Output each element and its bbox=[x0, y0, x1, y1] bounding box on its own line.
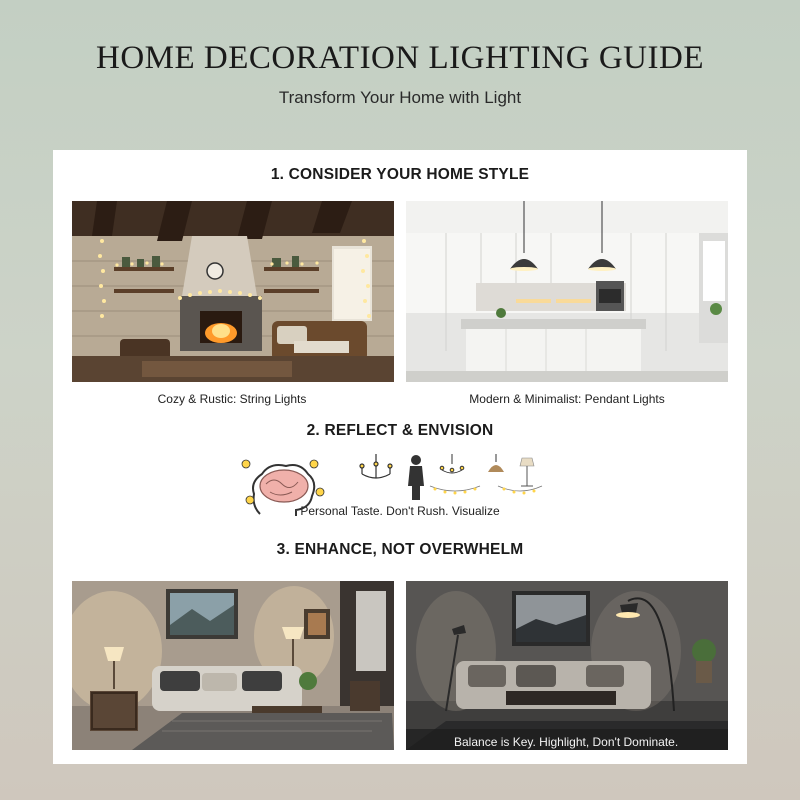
caption-modern-minimalist: Modern & Minimalist: Pendant Lights bbox=[469, 392, 665, 406]
string-lights-icon bbox=[430, 486, 542, 495]
page-title: HOME DECORATION LIGHTING GUIDE bbox=[95, 40, 704, 76]
section-heading-home-style: 1. CONSIDER YOUR HOME STYLE bbox=[270, 166, 530, 183]
page-subtitle: Transform Your Home with Light bbox=[278, 88, 522, 107]
pendant-lamp-icon bbox=[488, 454, 504, 472]
caption-cozy-rustic: Cozy & Rustic: String Lights bbox=[157, 392, 307, 406]
photo-modern-minimalist-kitchen bbox=[406, 201, 728, 382]
chandelier-icon bbox=[440, 454, 464, 473]
caption-reflect: Personal Taste. Don't Rush. Visualize bbox=[300, 504, 500, 518]
photo-cozy-rustic-room bbox=[72, 201, 394, 382]
floor-lamp-icon bbox=[520, 458, 534, 486]
brain-icon bbox=[253, 465, 314, 516]
reflect-icons bbox=[230, 452, 575, 518]
chandelier-icon bbox=[360, 454, 392, 478]
person-silhouette-icon bbox=[408, 455, 424, 500]
caption-balance: Balance is Key. Highlight, Don't Dominate. bbox=[454, 735, 679, 749]
section-heading-reflect: 2. REFLECT & ENVISION bbox=[306, 422, 494, 439]
section-heading-enhance: 3. ENHANCE, NOT OVERWHELM bbox=[276, 541, 524, 558]
photo-warm-living-room bbox=[72, 581, 394, 750]
photo-dim-living-room bbox=[406, 581, 728, 750]
